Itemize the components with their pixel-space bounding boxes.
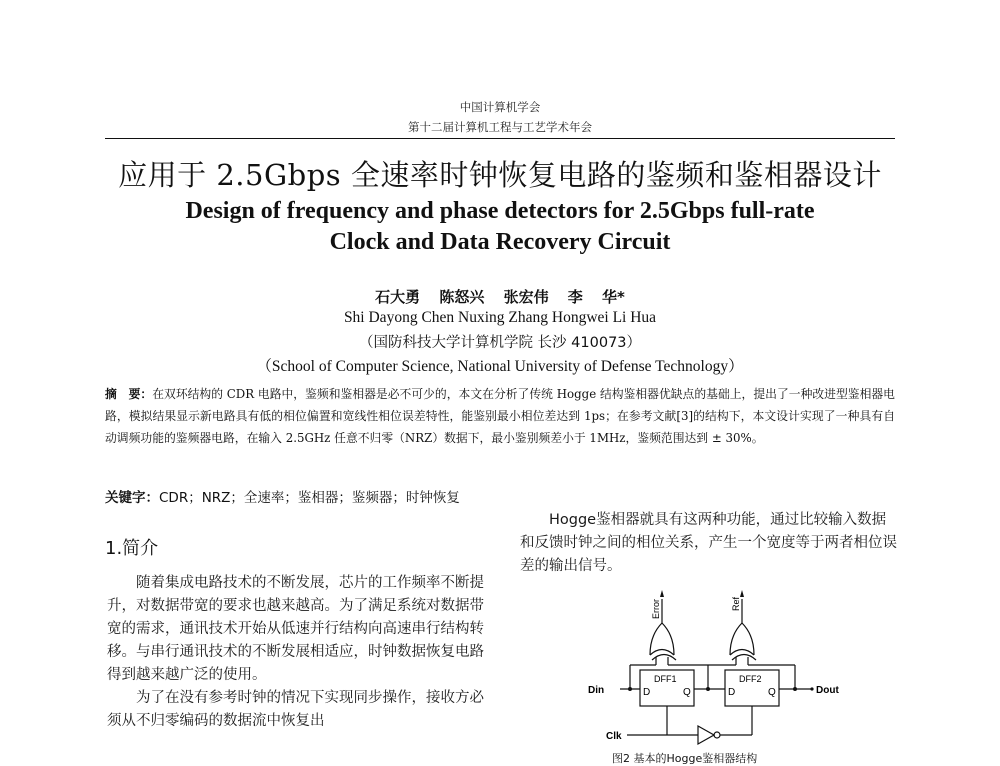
clk-label: Clk [606, 731, 622, 742]
right-column [520, 509, 898, 578]
header-rule [105, 138, 895, 139]
clock-inverter [698, 726, 714, 744]
abstract [105, 383, 895, 449]
dff1-q-pin: Q [683, 687, 691, 698]
intro-paragraph-2: 为了在没有参考时钟的情况下实现同步操作，接收方必须从不归零编码的数据流中恢复出 [107, 690, 484, 729]
dff1-label: DFF1 [654, 674, 677, 684]
keywords-label: 关键字： [105, 490, 159, 506]
left-column [107, 572, 489, 733]
title-english-line2: Clock and Data Recovery Circuit [329, 229, 671, 255]
hogge-phase-detector-figure [580, 585, 880, 750]
abstract-label: 摘 要： [105, 387, 153, 401]
conference-name: 中国计算机学会 [459, 100, 541, 114]
ref-label: Ref [731, 596, 741, 611]
authors-english: Shi Dayong Chen Nuxing Zhang Hongwei Li Hua [343, 309, 657, 326]
din-label: Din [588, 685, 605, 696]
affiliation-chinese: （国防科技大学计算机学院 长沙 410073） [358, 335, 642, 351]
title-chinese: 应用于 2.5Gbps 全速率时钟恢复电路的鉴频和鉴相器设计 [118, 158, 882, 192]
dff2-q-pin: Q [768, 687, 776, 698]
abstract-text: 在双环结构的 CDR 电路中，鉴频和鉴相器是必不可少的，本文在分析了传统 Hogge 结构鉴相器优缺点的基础上，提出了一种改进型鉴相器电路，模拟结果显示新电路具有低的相位偏置和宽线性相位误差特性，能鉴别最小相位差达到 1ps；在参考文献[3]的结构下，本文设计实现了一种具有自动调频功能的鉴频器电路，在输入 2.5GHz 任意不归零（NRZ）数据下，最小鉴别频差小于 1MHz，鉴频范围达到 ± 30%。 [105, 387, 895, 445]
xor2-body [730, 623, 754, 655]
conference-session: 第十二届计算机工程与工艺学术年会 [408, 120, 592, 134]
authors-chinese: 石大勇 陈怒兴 张宏伟 李 华* [375, 288, 625, 306]
keywords [105, 486, 895, 506]
dout-label: Dout [816, 685, 839, 696]
dff1-d-pin: D [643, 687, 651, 698]
dff2-d-pin: D [728, 687, 736, 698]
dff2-label: DFF2 [739, 674, 762, 684]
title-english-line1: Design of frequency and phase detectors for 2.5Gbps full-rate [185, 198, 815, 224]
keywords-text: CDR；NRZ；全速率；鉴相器；鉴频器；时钟恢复 [159, 490, 460, 506]
error-label: Error [651, 599, 661, 619]
section-heading: 1.简介 [105, 538, 159, 559]
intro-paragraph-1: 随着集成电路技术的不断发展，芯片的工作频率不断提升，对数据带宽的要求也越来越高。为了满足系统对数据带宽的需求，通讯技术开始从低速并行结构向高速串行结构转移。与串行通讯技术的不断发展相适应，时钟数据恢复电路得到越来越广泛的使用。 [107, 575, 484, 683]
affiliation-english: （School of Computer Science, National University of Defense Technology） [256, 358, 744, 375]
xor1-body [650, 623, 674, 655]
figure-caption: 图2 基本的Hogge鉴相器结构 [612, 752, 758, 765]
hogge-paragraph: Hogge鉴相器就具有这两种功能，通过比较输入数据和反馈时钟之间的相位关系，产生一个宽度等于两者相位误差的输出信号。 [520, 512, 897, 574]
